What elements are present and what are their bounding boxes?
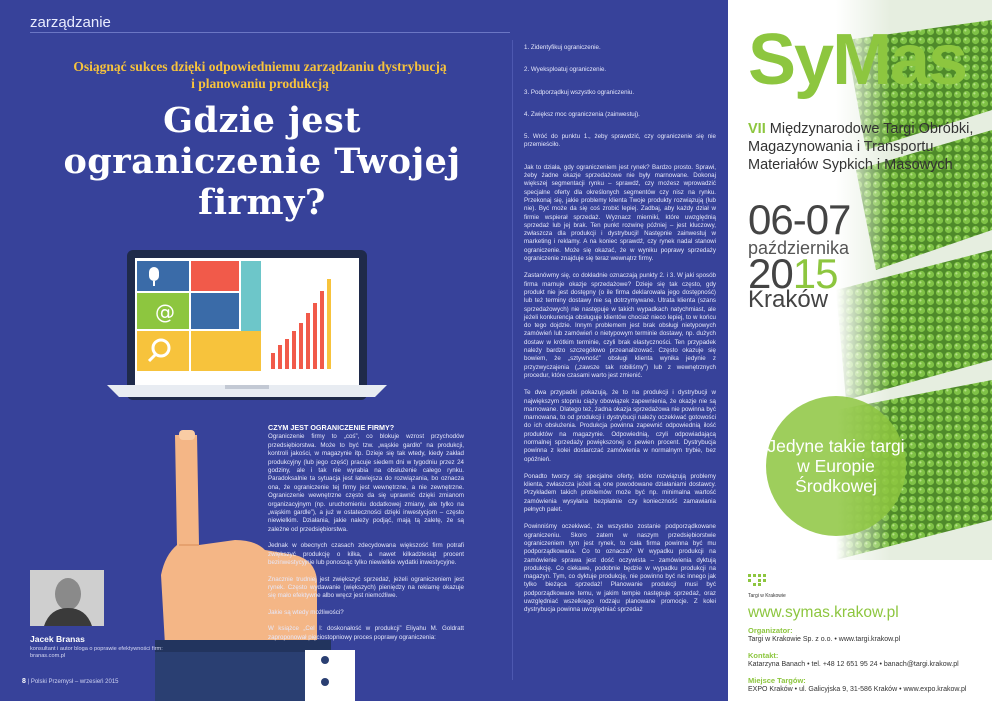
button-icon <box>321 678 329 686</box>
contact-value: Katarzyna Banach • tel. +48 12 651 95 24 • banach@targi.krakow.pl <box>748 661 959 668</box>
targi-logo-text: Targi w Krakowie <box>748 593 786 599</box>
article-column-right <box>524 44 716 624</box>
slogan-text: Jedyne takie targi w Europie Środkowej <box>767 436 905 496</box>
organizer-label: Organizator: <box>748 626 793 635</box>
fair-name: Międzynarodowe Targi Obróbki, Magazynowania i Transportu Materiałów Sypkich i Masowych <box>748 121 974 173</box>
list-item: 2. Wyeksploatuj ograniczenie. <box>524 66 607 74</box>
fair-edition: VII <box>748 121 766 137</box>
organizer-value: Targi w Krakowie Sp. z o.o. • www.targi.krakow.pl <box>748 636 901 643</box>
section-divider <box>30 32 510 33</box>
year-prefix: 20 <box>748 250 793 297</box>
section-label: zarządzanie <box>30 14 111 31</box>
section-heading: CZYM JEST OGRANICZENIE FIRMY? <box>268 423 395 432</box>
paragraph: Ograniczenie firmy to „coś”, co blokuje wzrost przychodów przedsiębiorstwa. Może to być tzw. „wąskie gardło” na produkcji, kontroli jakości, w magazynie itp. Dzieje się tak wtedy, kiedy zakład produkcyjny (lub jego część) pracuje siedem dni w tygodniu przez 24 godziny, ale i tak nie wyrabia na obsłużenie całego rynku. Paradoksalnie ta sytuacja jest łatwiejsza do rozwiązania, bo oznacza ona, że ograniczenie tej firmy jest wewnętrzne, a nie zewnętrzne. Ograniczenie wewnętrzne często da się uprawnić dzięki zmianom organizacyjnym (np. uruchomieniu dodatkowej zmiany, ale tylko na „wąskim gardle”), a już w ostateczności dzięki inwestycjom – często niewielkim. Działania, jakie należy podjąć, mają tą zaletę, że są zależne od przedsiębiorstwa. <box>268 433 464 533</box>
symas-advertisement <box>736 0 992 701</box>
targi-logo-icon <box>748 574 772 586</box>
fair-month: października <box>748 238 850 258</box>
page-footer: 8 | Polski Przemysł – wrzesień 2015 <box>22 678 119 685</box>
blue-tile <box>191 293 239 329</box>
article-column-left <box>268 424 464 650</box>
symas-logo: SyMas <box>748 20 967 100</box>
paragraph: Ponadto tworzy się specjalne oferty, które rozwiązują problemy klienta, zwłaszcza jeżeli są one powodowane działaniami dostawcy. Przykładem takich problemów może być np. minimalna wartość zamówienia wysyłana bezpłatnie czy konieczność zamawiania pełnych palet. <box>524 472 716 514</box>
list-item: 5. Wróć do punktu 1., żeby sprawdzić, czy ograniczenie się nie przemieściło. <box>524 133 716 149</box>
paragraph: Jednak w obecnych czasach zdecydowana większość firm potrafi zwiększyć produkcję o kilka, a nawet kilkadziesiąt procent bezinwestycyjnie lub ponosząc tylko niewielkie wydatki inwestycyjne. <box>268 542 464 567</box>
paragraph: Znacznie trudniej jest zwiększyć sprzedaż, jeżeli ograniczeniem jest rynek. Często wydawanie (większych) pieniędzy na reklamę okazuje się mało efektywne albo wręcz jest niemożliwe. <box>268 575 464 600</box>
column-divider <box>512 40 513 680</box>
search-tile <box>137 331 189 371</box>
article-headline: Gdzie jest ograniczenie Twojej firmy? <box>63 100 461 223</box>
venue-value: EXPO Kraków • ul. Galicyjska 9, 31-586 Kraków • www.expo.krakow.pl <box>748 686 967 693</box>
author-photo <box>30 570 104 626</box>
shirt-cuff <box>305 650 355 701</box>
paragraph: Jakie są wtedy możliwości? <box>268 608 344 616</box>
at-icon: @ <box>155 300 175 324</box>
list-item: 4. Zwiększ moc ograniczenia (zainwestuj). <box>524 110 640 118</box>
author-description: konsultant i autor bloga o poprawie efektywności firm: branas.com.pl <box>30 646 163 660</box>
fair-city: Kraków <box>748 286 829 313</box>
article-subtitle: Osiągnąć sukces dzięki odpowiedniemu zarządzaniu dystrybucją i planowaniu produkcją <box>73 59 447 91</box>
button-icon <box>321 656 329 664</box>
fair-dates: 06-07 <box>748 196 851 243</box>
paragraph: Jak to działa, gdy ograniczeniem jest rynek? Bardzo prosto. Sprawi, żeby żadne okazje sprzedażowe nie były marnowane. Dokonaj większej segmentacji rynku – sprawdź, czy możesz wprowadzić specjalne oferty dla określonych segmentów czy nisz na rynku. Przekonaj się, jakie problemy klienta Twoje produkty rozwiązują (lub nie). Być może da się coś zrobić lepiej. Zadbaj, aby każdy dział w firmie wspierał sprzedaż. Wyznacz mierniki, które uwzględnią sprzedaż lub jej brak. Ten punkt rozwinę później – jest kluczowy, zwłaszcza dla produkcji i dystrybucji! Następnie zainwestuj w marketing i reklamy. A na koniec sprawdź, czy rynek nadal stanowi ograniczenie. Może się okazać, że w wyniku poprawy sprzedaży ograniczenie znajduje się teraz wewnątrz firmy. <box>524 163 716 263</box>
paragraph: W książce „Cel I: doskonałość w produkcji” Eliyahu M. Goldratt zaproponował pięciostopniowy proces poprawy ograniczenia: <box>268 625 464 641</box>
contact-label: Kontakt: <box>748 651 779 660</box>
fair-url[interactable]: www.symas.krakow.pl <box>748 604 899 621</box>
teal-tile <box>241 261 261 331</box>
targi-logo <box>748 573 788 599</box>
paragraph: Powinniśmy oczekiwać, że wszystko zostanie podporządkowane ograniczeniu. Skoro zatem w naszym przedsiębiorstwie ograniczeniem tym jest rynek, to cała firma powinna być mu podporządkowana. Co to oznacza? W wypadku produkcji na zamówienie sprawa jest dość oczywista – zamówienia dyktują produkcję. Co ciekawe, podobnie będzie w wypadku produkcji na magazyn. Tym, co dyktuje produkcję, nie powinno być nic innego jak tylko bieżąca sprzedaż! Planowanie produkcji musi być podporządkowane temu, w jakim tempie następuje sprzedaż, oraz uwzględniać wszelkiego rodzaju planowane promocje. Z kolei dystrybucja powinna uwzględniać sprzedaż <box>524 523 716 614</box>
yellow-tile <box>191 331 261 371</box>
list-item: 1. Zidentyfikuj ograniczenie. <box>524 44 601 51</box>
microphone-icon <box>149 267 159 281</box>
slogan-badge <box>766 396 906 536</box>
magazine-issue: Polski Przemysł – wrzesień 2015 <box>30 679 119 685</box>
year-suffix: 15 <box>792 250 838 297</box>
paragraph: Zastanówmy się, co dokładnie oznaczają punkty 2. i 3. W jaki sposób firma marnuje okazje sprzedażowe? Dzieje się tak często, gdy produkt nie jest dostępny (o ile firma deklarowała jego dostępność) lub też terminy dostawy nie są dotrzymywane. Utrata klienta (szans sprzedażowych) nie następuje w takich wypadkach natychmiast, ale jeżeli konkurencja obsługuje klientów chociaż nieco lepiej, to w końcu do tego dojdzie. Innym problemem jest brak obsługi nietypowych zamówień lub zamówień o nietypowym terminie dostawy, np. dużych dostaw w krótkim terminie, czyli brak elastyczności. Ten przypadek należy bardzo szczegółowo przeanalizować. Często okazuje się bowiem, że „sztywność” obsługi klienta wynika jedynie z przyzwyczajenia („zawsze tak robiliśmy”) lub z wewnętrznych procedur, które czasami warto jest zmienić. <box>524 272 716 379</box>
list-item: 3. Podporządkuj wszystko ograniczeniu. <box>524 88 635 96</box>
red-tile <box>191 261 239 291</box>
venue-label: Miejsce Targów: <box>748 676 806 685</box>
fair-title <box>748 120 988 174</box>
paragraph: Te dwa przypadki pokazują, że to na produkcji i dystrybucji w największym stopniu ciąży obowiązek zapewnienia, że okazje nie są marnowane. Dlatego też, żadna okazja sprzedażowa nie powinna być marnowana, to od produkcji i dystrybucji należy oczekiwać gotowości do ich obsłużenia. Produkcja powinna zapewnić odpowiednią ilość produktów na magazynie. Odpowiednią, czyli odpowiadającą normalnej sprzedaży powiększonej o pewien procent. Dystrybucja powinna z kolei dostarczać zamówienia w normalnym trybie, bez opóźnień. <box>524 389 716 463</box>
page-number: 8 <box>22 678 26 685</box>
microphone-tile <box>137 261 189 291</box>
author-name: Jacek Branas <box>30 634 85 644</box>
